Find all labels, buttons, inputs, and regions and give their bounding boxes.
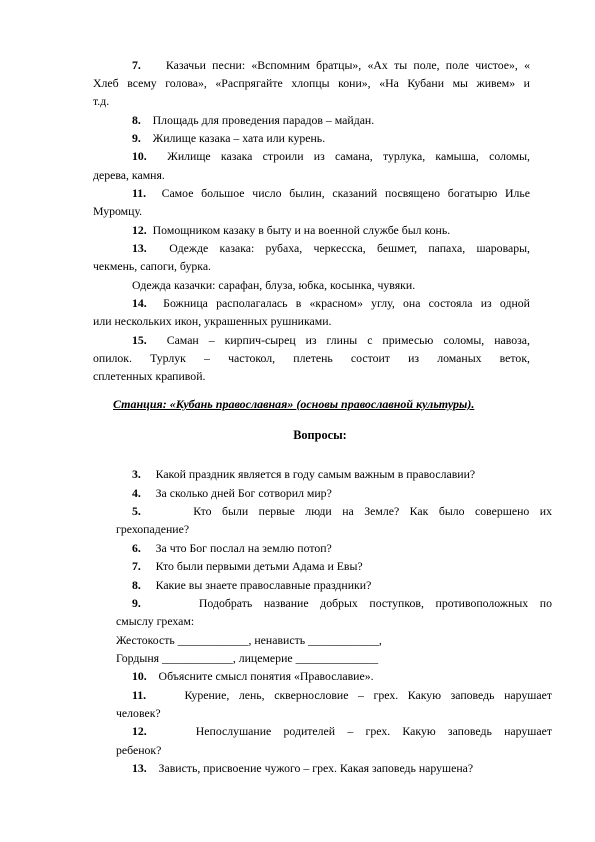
question-9-line2 <box>116 612 194 630</box>
question-9-blank-1 <box>116 631 382 649</box>
item-text: ребенок? <box>116 743 162 757</box>
item-number: 15. <box>132 333 147 347</box>
question-9-blank-2 <box>116 649 378 667</box>
list-item-8 <box>132 111 374 129</box>
item-number: 13. <box>132 241 147 255</box>
list-item-13-line2 <box>93 257 211 275</box>
item-number: 12. <box>132 223 147 237</box>
station-heading: Станция: «Кубань православная» (основы православной культуры). <box>113 397 475 411</box>
item-text: или нескольких икон, украшенных рушниками. <box>93 314 332 328</box>
list-item-7-line2 <box>93 74 530 92</box>
item-text: Муромцу. <box>93 204 143 218</box>
item-number: 13. <box>132 761 147 775</box>
item-text: Непослушание родителей – грех. Какую заповедь нарушает <box>195 724 552 738</box>
question-4 <box>132 484 332 502</box>
list-item-10-line1 <box>132 147 530 165</box>
question-3 <box>132 465 475 483</box>
item-text: т.д. <box>93 94 110 108</box>
list-item-13-line1 <box>132 239 530 257</box>
item-text: За сколько дней Бог сотворил мир? <box>155 486 332 500</box>
item-number: 9. <box>132 596 141 610</box>
list-item-7-line3 <box>93 92 109 110</box>
item-text: сплетенных крапивой. <box>93 369 206 383</box>
item-text: Одежда казачки: сарафан, блуза, юбка, косынка, чувяки. <box>132 278 416 292</box>
question-12-line1 <box>132 722 552 740</box>
list-item-13-women <box>132 276 415 294</box>
question-9-line1 <box>132 594 552 612</box>
item-number: 14. <box>132 296 147 310</box>
item-text: Самое большое число былин, сказаний посвящено богатырю Илье <box>161 186 531 200</box>
questions-title: Вопросы: <box>293 428 347 442</box>
list-item-7-line1 <box>132 56 530 74</box>
item-text: Площадь для проведения парадов – майдан. <box>152 113 375 127</box>
list-item-15-line1 <box>132 331 530 349</box>
item-text: Жилище казака – хата или курень. <box>152 131 326 145</box>
item-number: 10. <box>132 669 147 683</box>
item-number: 7. <box>132 58 141 72</box>
item-number: 10. <box>132 149 147 163</box>
item-text: Курение, лень, сквернословие – грех. Какую заповедь нарушает <box>184 688 552 702</box>
item-text: дерева, камня. <box>93 168 165 182</box>
list-item-15-line2 <box>93 349 530 367</box>
item-text: смыслу грехам: <box>116 614 195 628</box>
item-text: грехопадение? <box>116 522 190 536</box>
item-text: Казачьи песни: «Вспомним братцы», «Ах ты поле, поле чистое», « <box>165 58 531 72</box>
item-number: 11. <box>132 186 147 200</box>
question-6 <box>132 539 332 557</box>
question-5-line2 <box>116 520 189 538</box>
question-7 <box>132 557 363 575</box>
list-item-14-line1 <box>132 294 530 312</box>
item-number: 5. <box>132 504 141 518</box>
question-11-line1 <box>132 686 552 704</box>
question-10 <box>132 667 374 685</box>
item-text: Объясните смысл понятия «Православие». <box>158 669 374 683</box>
item-text: Божница располагалась в «красном» углу, она состояла из одной <box>163 296 530 310</box>
question-5-line1 <box>132 502 552 520</box>
item-number: 6. <box>132 541 141 555</box>
item-number: 11. <box>132 688 147 702</box>
item-number: 4. <box>132 486 141 500</box>
list-item-11-line2 <box>93 202 142 220</box>
question-8 <box>132 576 371 594</box>
question-13 <box>132 759 473 777</box>
item-text: Саман – кирпич-сырец из глины с примесью соломы, навоза, <box>166 333 530 347</box>
item-text: Помощником казаку в быту и на военной службе был конь. <box>152 223 451 237</box>
list-item-15-line3 <box>93 367 205 385</box>
question-12-line2 <box>116 741 161 759</box>
item-text: Одежде казака: рубаха, черкесска, бешмет, папаха, шаровары, <box>169 241 530 255</box>
item-text: Жестокость ____________, ненависть ____________, <box>116 633 382 647</box>
item-text: Жилище казака строили из самана, турлука, камыша, соломы, <box>167 149 530 163</box>
item-text: человек? <box>116 706 161 720</box>
item-text: Хлеб всему голова», «Распрягайте хлопцы кони», «На Кубани мы живем» и <box>93 76 530 90</box>
item-number: 7. <box>132 559 141 573</box>
item-text: Подобрать название добрых поступков, противоположных по <box>198 596 552 610</box>
item-text: За что Бог послал на землю потоп? <box>155 541 332 555</box>
item-number: 12. <box>132 724 147 738</box>
item-text: Кто были первые люди на Земле? Как было совершено их <box>193 504 553 518</box>
list-item-10-line2 <box>93 166 165 184</box>
item-text: Какой праздник является в году самым важным в православии? <box>155 467 476 481</box>
item-text: Гордыня ____________, лицемерие ______________ <box>116 651 379 665</box>
item-number: 8. <box>132 113 141 127</box>
list-item-12 <box>132 221 450 239</box>
item-text: Кто были первыми детьми Адама и Евы? <box>155 559 363 573</box>
item-number: 8. <box>132 578 141 592</box>
item-number: 9. <box>132 131 141 145</box>
list-item-9 <box>132 129 325 147</box>
question-11-line2 <box>116 704 161 722</box>
item-text: чекмень, сапоги, бурка. <box>93 259 212 273</box>
item-number: 3. <box>132 467 141 481</box>
list-item-11-line1 <box>132 184 530 202</box>
item-text: опилок. Турлук – частокол, плетень состоит из ломаных веток, <box>93 351 530 365</box>
item-text: Какие вы знаете православные праздники? <box>155 578 372 592</box>
list-item-14-line2 <box>93 312 331 330</box>
item-text: Зависть, присвоение чужого – грех. Какая заповедь нарушена? <box>158 761 474 775</box>
